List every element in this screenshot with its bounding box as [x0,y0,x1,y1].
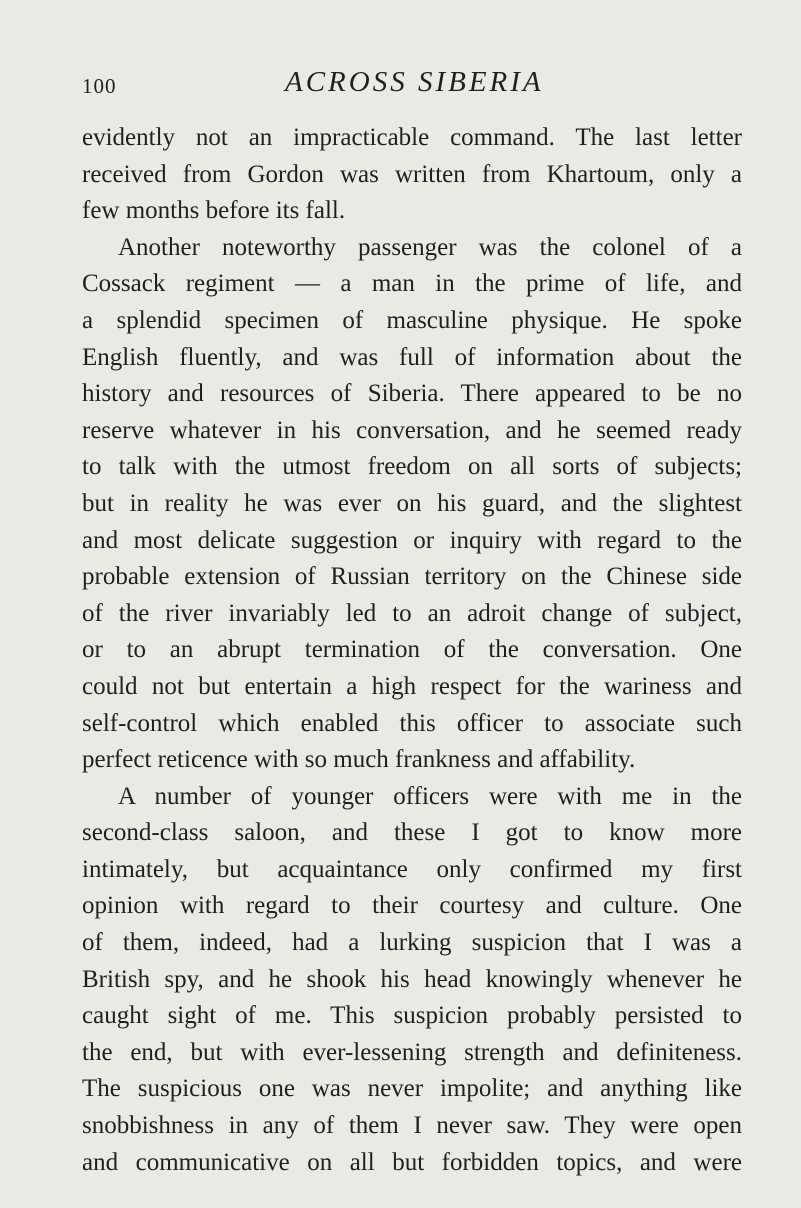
text-line: or to an abrupt termination of the conversation. One [82,636,742,664]
text-line: could not but entertain a high respect for the wariness and [82,672,742,700]
text-line: and communicative on all but forbidden topics, and were [82,1148,742,1176]
text-line: snobbishness in any of them I never saw. They were open [82,1112,742,1140]
running-head [82,66,742,106]
text-line: of the river invariably led to an adroit change of subject, [82,599,742,627]
text-line: to talk with the utmost freedom on all sorts of subjects; [82,453,742,481]
text-line: The suspicious one was never impolite; and anything like [82,1075,742,1103]
text-line: of them, indeed, had a lurking suspicion that I was a [82,929,742,957]
text-line: caught sight of me. This suspicion probably persisted to [82,1002,742,1030]
text-line: received from Gordon was written from Khartoum, only a [82,160,742,188]
text-line: reserve whatever in his conversation, and he seemed ready [82,416,742,444]
text-line: Another noteworthy passenger was the colonel of a [118,233,742,261]
text-line: probable extension of Russian territory on the Chinese side [82,563,742,591]
text-line: A number of younger officers were with me in the [118,782,742,810]
text-line: British spy, and he shook his head knowingly whenever he [82,965,742,993]
text-line: second-class saloon, and these I got to know more [82,819,742,847]
text-line: opinion with regard to their courtesy and culture. One [82,892,742,920]
text-line: Cossack regiment — a man in the prime of life, and [82,270,742,298]
text-line: intimately, but acquaintance only confirmed my first [82,855,742,883]
text-line: and most delicate suggestion or inquiry with regard to the [82,526,742,554]
text-line: few months before its fall. [82,197,346,225]
text-line: a splendid specimen of masculine physique. He spoke [82,306,742,334]
text-line: perfect reticence with so much frankness and affability. [82,746,636,774]
text-line: the end, but with ever-lessening strength and definiteness. [82,1038,742,1066]
text-line: history and resources of Siberia. There appeared to be no [82,380,742,408]
text-line: but in reality he was ever on his guard, and the slightest [82,489,742,517]
page-number: 100 [82,74,117,98]
text-line: evidently not an impracticable command. The last letter [82,124,742,151]
body-text [82,120,742,1181]
running-title: ACROSS SIBERIA [285,66,544,98]
text-line: English fluently, and was full of information about the [82,343,742,371]
text-line: self-control which enabled this officer to associate such [82,709,742,737]
